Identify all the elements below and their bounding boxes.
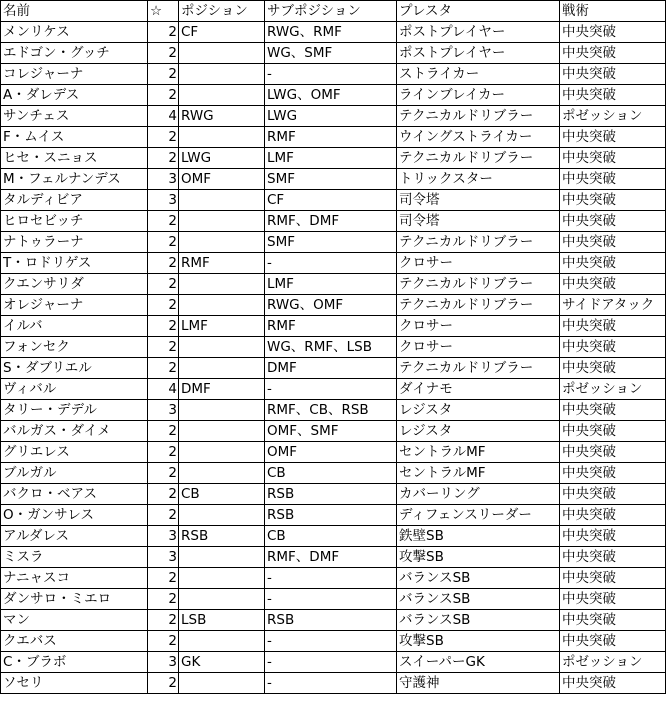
cell-play-style[interactable]: テクニカルドリブラー xyxy=(397,106,560,127)
cell-star[interactable]: 2 xyxy=(148,22,179,43)
table-row xyxy=(1,148,666,169)
cell-play-style[interactable]: レジスタ xyxy=(397,400,560,421)
cell-position[interactable]: GK xyxy=(179,652,265,673)
table-row xyxy=(1,526,666,547)
cell-position[interactable] xyxy=(179,463,265,484)
cell-name[interactable]: ブルガル xyxy=(1,463,148,484)
cell-name[interactable]: クエンサリダ xyxy=(1,274,148,295)
table-row xyxy=(1,463,666,484)
cell-position[interactable] xyxy=(179,568,265,589)
cell-star[interactable]: 2 xyxy=(148,85,179,106)
cell-star[interactable]: 2 xyxy=(148,274,179,295)
cell-tactic[interactable]: 中央突破 xyxy=(560,274,666,295)
cell-star[interactable]: 3 xyxy=(148,526,179,547)
cell-play-style[interactable]: クロサー xyxy=(397,316,560,337)
cell-name[interactable]: ミスラ xyxy=(1,547,148,568)
cell-sub-position[interactable]: OMF xyxy=(265,442,397,463)
cell-name[interactable]: O・ガンサレス xyxy=(1,505,148,526)
cell-tactic[interactable]: 中央突破 xyxy=(560,526,666,547)
cell-star[interactable]: 2 xyxy=(148,148,179,169)
cell-sub-position[interactable]: WG、SMF xyxy=(265,43,397,64)
cell-tactic[interactable]: 中央突破 xyxy=(560,253,666,274)
header-sub-position[interactable]: サブポジション xyxy=(265,1,397,22)
cell-position[interactable]: CB xyxy=(179,484,265,505)
table-row xyxy=(1,547,666,568)
cell-play-style[interactable]: スイーパーGK xyxy=(397,652,560,673)
table-row xyxy=(1,652,666,673)
cell-name[interactable]: バクロ・ベアス xyxy=(1,484,148,505)
cell-name[interactable]: ヴィバル xyxy=(1,379,148,400)
header-play-style[interactable]: プレスタ xyxy=(397,1,560,22)
cell-play-style[interactable]: テクニカルドリブラー xyxy=(397,358,560,379)
cell-sub-position[interactable]: LWG xyxy=(265,106,397,127)
table-row xyxy=(1,379,666,400)
cell-position[interactable] xyxy=(179,400,265,421)
cell-position[interactable] xyxy=(179,64,265,85)
cell-name[interactable]: フォンセク xyxy=(1,337,148,358)
cell-name[interactable]: メンリケス xyxy=(1,22,148,43)
cell-tactic[interactable]: 中央突破 xyxy=(560,190,666,211)
cell-star[interactable]: 2 xyxy=(148,211,179,232)
cell-sub-position[interactable]: RWG、OMF xyxy=(265,295,397,316)
cell-star[interactable]: 3 xyxy=(148,652,179,673)
cell-name[interactable]: ダンサロ・ミエロ xyxy=(1,589,148,610)
cell-star[interactable]: 3 xyxy=(148,190,179,211)
cell-play-style[interactable]: バランスSB xyxy=(397,610,560,631)
cell-sub-position[interactable]: RSB xyxy=(265,484,397,505)
cell-tactic[interactable]: 中央突破 xyxy=(560,505,666,526)
cell-sub-position[interactable]: RMF、DMF xyxy=(265,211,397,232)
cell-play-style[interactable]: セントラルMF xyxy=(397,463,560,484)
cell-star[interactable]: 2 xyxy=(148,337,179,358)
cell-star[interactable]: 2 xyxy=(148,631,179,652)
cell-tactic[interactable]: 中央突破 xyxy=(560,85,666,106)
table-row xyxy=(1,22,666,43)
cell-sub-position[interactable]: LMF xyxy=(265,148,397,169)
cell-tactic[interactable]: 中央突破 xyxy=(560,358,666,379)
cell-sub-position[interactable]: CF xyxy=(265,190,397,211)
table-row xyxy=(1,484,666,505)
table-row xyxy=(1,85,666,106)
cell-name[interactable]: エドゴン・グッチ xyxy=(1,43,148,64)
cell-tactic[interactable]: 中央突破 xyxy=(560,316,666,337)
cell-sub-position[interactable]: WG、RMF、LSB xyxy=(265,337,397,358)
cell-play-style[interactable]: ストライカー xyxy=(397,64,560,85)
cell-tactic[interactable]: ポゼッション xyxy=(560,652,666,673)
cell-tactic[interactable]: 中央突破 xyxy=(560,547,666,568)
cell-star[interactable]: 3 xyxy=(148,547,179,568)
cell-tactic[interactable]: 中央突破 xyxy=(560,589,666,610)
table-row xyxy=(1,127,666,148)
cell-play-style[interactable]: ポストプレイヤー xyxy=(397,43,560,64)
cell-star[interactable]: 2 xyxy=(148,442,179,463)
header-star[interactable]: ☆ xyxy=(148,1,179,22)
cell-sub-position[interactable]: - xyxy=(265,379,397,400)
cell-play-style[interactable]: ウイングストライカー xyxy=(397,127,560,148)
cell-tactic[interactable]: 中央突破 xyxy=(560,127,666,148)
cell-play-style[interactable]: レジスタ xyxy=(397,421,560,442)
cell-name[interactable]: グリエレス xyxy=(1,442,148,463)
cell-play-style[interactable]: セントラルMF xyxy=(397,442,560,463)
cell-tactic[interactable]: 中央突破 xyxy=(560,442,666,463)
table-row xyxy=(1,568,666,589)
cell-name[interactable]: F・ムイス xyxy=(1,127,148,148)
cell-position[interactable] xyxy=(179,295,265,316)
cell-sub-position[interactable]: - xyxy=(265,64,397,85)
cell-tactic[interactable]: ポゼッション xyxy=(560,379,666,400)
cell-sub-position[interactable]: CB xyxy=(265,526,397,547)
cell-position[interactable] xyxy=(179,85,265,106)
cell-sub-position[interactable]: RWG、RMF xyxy=(265,22,397,43)
cell-name[interactable]: サンチェス xyxy=(1,106,148,127)
cell-position[interactable] xyxy=(179,442,265,463)
cell-sub-position[interactable]: SMF xyxy=(265,169,397,190)
table-row xyxy=(1,169,666,190)
cell-sub-position[interactable]: SMF xyxy=(265,232,397,253)
cell-sub-position[interactable]: RSB xyxy=(265,610,397,631)
cell-name[interactable]: ヒロセビッチ xyxy=(1,211,148,232)
table-row xyxy=(1,211,666,232)
table-row xyxy=(1,421,666,442)
cell-position[interactable]: RMF xyxy=(179,253,265,274)
cell-play-style[interactable]: ダイナモ xyxy=(397,379,560,400)
cell-sub-position[interactable]: - xyxy=(265,568,397,589)
cell-position[interactable]: RSB xyxy=(179,526,265,547)
table-row xyxy=(1,358,666,379)
cell-name[interactable]: C・ブラボ xyxy=(1,652,148,673)
cell-tactic[interactable]: 中央突破 xyxy=(560,64,666,85)
table-row xyxy=(1,316,666,337)
cell-sub-position[interactable]: - xyxy=(265,631,397,652)
cell-star[interactable]: 2 xyxy=(148,505,179,526)
cell-tactic[interactable]: 中央突破 xyxy=(560,421,666,442)
cell-position[interactable]: CF xyxy=(179,22,265,43)
table-row xyxy=(1,400,666,421)
cell-name[interactable]: バルガス・ダイメ xyxy=(1,421,148,442)
cell-tactic[interactable]: 中央突破 xyxy=(560,22,666,43)
cell-position[interactable] xyxy=(179,631,265,652)
cell-tactic[interactable]: 中央突破 xyxy=(560,43,666,64)
cell-sub-position[interactable]: RSB xyxy=(265,505,397,526)
cell-star[interactable]: 2 xyxy=(148,568,179,589)
cell-name[interactable]: ヒセ・スニョス xyxy=(1,148,148,169)
cell-position[interactable] xyxy=(179,673,265,694)
cell-star[interactable]: 2 xyxy=(148,295,179,316)
table-row xyxy=(1,337,666,358)
cell-sub-position[interactable]: - xyxy=(265,253,397,274)
cell-position[interactable] xyxy=(179,505,265,526)
cell-play-style[interactable]: 守護神 xyxy=(397,673,560,694)
table-row xyxy=(1,232,666,253)
cell-position[interactable] xyxy=(179,274,265,295)
table-row xyxy=(1,274,666,295)
cell-star[interactable]: 2 xyxy=(148,64,179,85)
cell-position[interactable] xyxy=(179,232,265,253)
header-name[interactable]: 名前 xyxy=(1,1,148,22)
cell-name[interactable]: ナニャスコ xyxy=(1,568,148,589)
table-row xyxy=(1,295,666,316)
cell-play-style[interactable]: クロサー xyxy=(397,253,560,274)
cell-name[interactable]: T・ロドリゲス xyxy=(1,253,148,274)
cell-tactic[interactable]: サイドアタック xyxy=(560,295,666,316)
cell-tactic[interactable]: 中央突破 xyxy=(560,400,666,421)
cell-play-style[interactable]: バランスSB xyxy=(397,568,560,589)
cell-play-style[interactable]: テクニカルドリブラー xyxy=(397,148,560,169)
cell-name[interactable]: クエバス xyxy=(1,631,148,652)
cell-star[interactable]: 2 xyxy=(148,673,179,694)
cell-play-style[interactable]: ポストプレイヤー xyxy=(397,22,560,43)
cell-play-style[interactable]: ディフェンスリーダー xyxy=(397,505,560,526)
cell-tactic[interactable]: 中央突破 xyxy=(560,568,666,589)
cell-sub-position[interactable]: RMF、CB、RSB xyxy=(265,400,397,421)
cell-play-style[interactable]: カバーリング xyxy=(397,484,560,505)
cell-sub-position[interactable]: - xyxy=(265,652,397,673)
cell-play-style[interactable]: テクニカルドリブラー xyxy=(397,274,560,295)
cell-star[interactable]: 2 xyxy=(148,253,179,274)
cell-star[interactable]: 2 xyxy=(148,463,179,484)
cell-name[interactable]: ソセリ xyxy=(1,673,148,694)
cell-play-style[interactable]: バランスSB xyxy=(397,589,560,610)
cell-tactic[interactable]: 中央突破 xyxy=(560,673,666,694)
cell-position[interactable] xyxy=(179,421,265,442)
cell-star[interactable]: 2 xyxy=(148,232,179,253)
header-position[interactable]: ポジション xyxy=(179,1,265,22)
table-row xyxy=(1,106,666,127)
table-row xyxy=(1,442,666,463)
cell-sub-position[interactable]: CB xyxy=(265,463,397,484)
cell-tactic[interactable]: 中央突破 xyxy=(560,610,666,631)
cell-star[interactable]: 2 xyxy=(148,316,179,337)
cell-sub-position[interactable]: - xyxy=(265,673,397,694)
cell-star[interactable]: 2 xyxy=(148,484,179,505)
cell-tactic[interactable]: 中央突破 xyxy=(560,631,666,652)
table-row xyxy=(1,610,666,631)
cell-sub-position[interactable]: - xyxy=(265,589,397,610)
cell-play-style[interactable]: 司令塔 xyxy=(397,211,560,232)
cell-star[interactable]: 4 xyxy=(148,379,179,400)
cell-star[interactable]: 3 xyxy=(148,169,179,190)
cell-play-style[interactable]: 攻撃SB xyxy=(397,547,560,568)
table-row xyxy=(1,505,666,526)
cell-position[interactable]: OMF xyxy=(179,169,265,190)
table-row xyxy=(1,43,666,64)
table-row xyxy=(1,64,666,85)
cell-play-style[interactable]: クロサー xyxy=(397,337,560,358)
cell-position[interactable]: RWG xyxy=(179,106,265,127)
cell-star[interactable]: 2 xyxy=(148,610,179,631)
cell-play-style[interactable]: テクニカルドリブラー xyxy=(397,295,560,316)
cell-play-style[interactable]: テクニカルドリブラー xyxy=(397,232,560,253)
cell-tactic[interactable]: 中央突破 xyxy=(560,232,666,253)
cell-play-style[interactable]: ラインブレイカー xyxy=(397,85,560,106)
cell-play-style[interactable]: 鉄壁SB xyxy=(397,526,560,547)
cell-sub-position[interactable]: RMF xyxy=(265,127,397,148)
cell-star[interactable]: 2 xyxy=(148,421,179,442)
table-row xyxy=(1,253,666,274)
cell-tactic[interactable]: 中央突破 xyxy=(560,211,666,232)
cell-tactic[interactable]: 中央突破 xyxy=(560,484,666,505)
cell-name[interactable]: オレジャーナ xyxy=(1,295,148,316)
cell-name[interactable]: タリー・デデル xyxy=(1,400,148,421)
header-row xyxy=(1,1,666,22)
cell-position[interactable]: LMF xyxy=(179,316,265,337)
cell-star[interactable]: 2 xyxy=(148,358,179,379)
cell-name[interactable]: コレジャーナ xyxy=(1,64,148,85)
cell-name[interactable]: A・ダレデス xyxy=(1,85,148,106)
table-row xyxy=(1,589,666,610)
cell-tactic[interactable]: 中央突破 xyxy=(560,169,666,190)
cell-position[interactable]: LSB xyxy=(179,610,265,631)
cell-star[interactable]: 2 xyxy=(148,589,179,610)
cell-sub-position[interactable]: RMF、DMF xyxy=(265,547,397,568)
cell-play-style[interactable]: 司令塔 xyxy=(397,190,560,211)
cell-tactic[interactable]: 中央突破 xyxy=(560,148,666,169)
cell-star[interactable]: 2 xyxy=(148,43,179,64)
cell-sub-position[interactable]: LMF xyxy=(265,274,397,295)
cell-position[interactable] xyxy=(179,337,265,358)
cell-sub-position[interactable]: RMF xyxy=(265,316,397,337)
cell-position[interactable] xyxy=(179,211,265,232)
cell-position[interactable] xyxy=(179,43,265,64)
cell-name[interactable]: ナトゥラーナ xyxy=(1,232,148,253)
cell-sub-position[interactable]: DMF xyxy=(265,358,397,379)
cell-position[interactable] xyxy=(179,547,265,568)
cell-position[interactable] xyxy=(179,190,265,211)
header-tactic[interactable]: 戦術 xyxy=(560,1,666,22)
cell-name[interactable]: イルバ xyxy=(1,316,148,337)
cell-tactic[interactable]: 中央突破 xyxy=(560,463,666,484)
cell-position[interactable]: DMF xyxy=(179,379,265,400)
cell-position[interactable]: LWG xyxy=(179,148,265,169)
cell-play-style[interactable]: トリックスター xyxy=(397,169,560,190)
cell-sub-position[interactable]: OMF、SMF xyxy=(265,421,397,442)
cell-name[interactable]: タルディビア xyxy=(1,190,148,211)
cell-name[interactable]: マン xyxy=(1,610,148,631)
cell-position[interactable] xyxy=(179,358,265,379)
table-row xyxy=(1,673,666,694)
cell-position[interactable] xyxy=(179,589,265,610)
cell-star[interactable]: 4 xyxy=(148,106,179,127)
cell-name[interactable]: M・フェルナンデス xyxy=(1,169,148,190)
cell-tactic[interactable]: ポゼッション xyxy=(560,106,666,127)
table-row xyxy=(1,631,666,652)
cell-sub-position[interactable]: LWG、OMF xyxy=(265,85,397,106)
cell-star[interactable]: 3 xyxy=(148,400,179,421)
cell-star[interactable]: 2 xyxy=(148,127,179,148)
cell-name[interactable]: S・ダブリエル xyxy=(1,358,148,379)
cell-tactic[interactable]: 中央突破 xyxy=(560,337,666,358)
cell-name[interactable]: アルダレス xyxy=(1,526,148,547)
cell-position[interactable] xyxy=(179,127,265,148)
cell-play-style[interactable]: 攻撃SB xyxy=(397,631,560,652)
table-row xyxy=(1,190,666,211)
